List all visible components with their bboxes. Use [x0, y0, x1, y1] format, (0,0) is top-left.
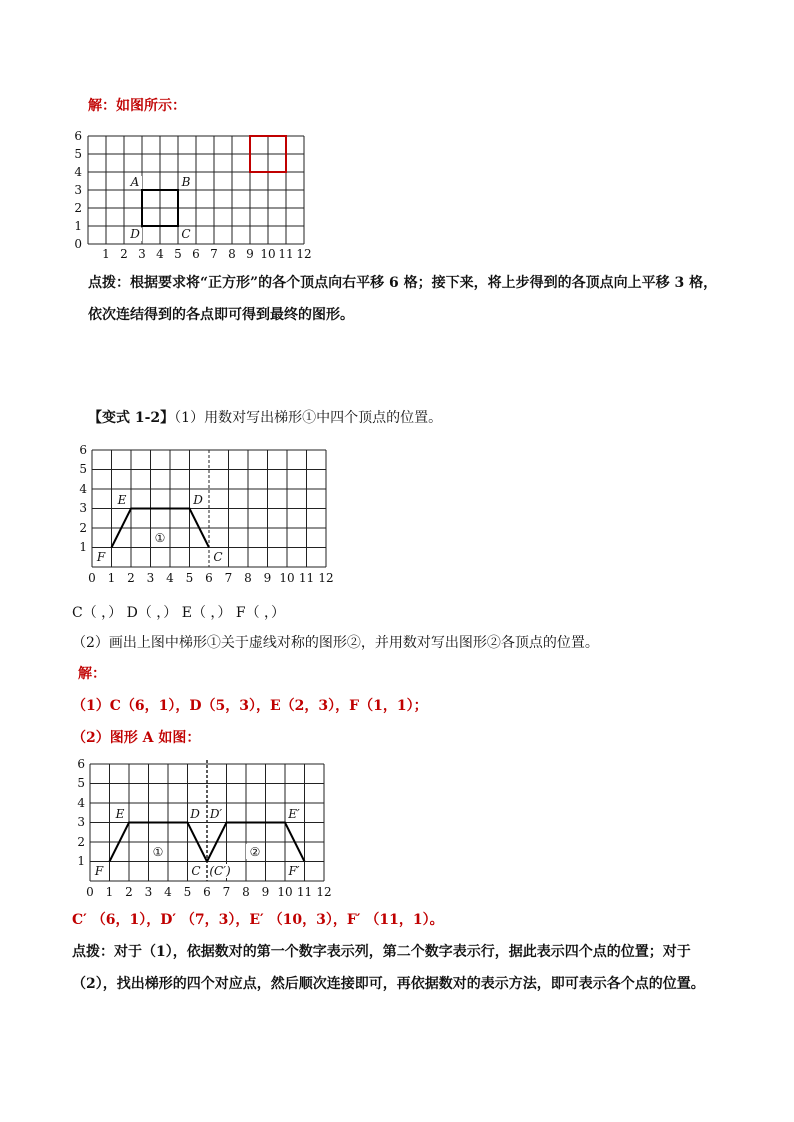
y-tick: 3 — [74, 183, 82, 197]
x-tick: 11 — [296, 885, 313, 899]
question-1: （1）用数对写出梯形①中四个顶点的位置。 — [174, 410, 443, 426]
y-tick: 4 — [77, 796, 85, 810]
x-tick: 4 — [164, 885, 172, 899]
x-tick: 9 — [263, 571, 272, 585]
hint-label-2: 点拨： — [72, 944, 114, 960]
x-tick: 1 — [105, 885, 114, 899]
exercise-heading — [88, 408, 442, 428]
x-tick: 8 — [244, 571, 252, 585]
y-tick: 3 — [77, 815, 85, 829]
x-tick: 7 — [224, 571, 233, 585]
point-label-f: F — [94, 864, 104, 878]
point-label-e: E — [115, 807, 125, 821]
y-tick: 3 — [79, 501, 87, 515]
exercise-title: 【变式 1-2】 — [88, 410, 175, 426]
x-tick: 12 — [296, 247, 312, 261]
x-tick: 12 — [316, 885, 332, 899]
x-tick: 3 — [144, 885, 153, 899]
x-tick: 6 — [203, 885, 211, 899]
x-tick: 2 — [125, 885, 133, 899]
x-tick: 1 — [107, 571, 116, 585]
x-tick: 10 — [279, 571, 295, 585]
point-label-c: C — [191, 864, 201, 878]
grid-lines-1 — [88, 136, 304, 244]
x-tick: 10 — [260, 247, 276, 261]
y-tick: 4 — [74, 165, 82, 179]
x-tick: 0 — [86, 885, 94, 899]
point-label-d: D — [130, 227, 140, 241]
y-tick: 1 — [79, 540, 87, 554]
x-tick: 0 — [88, 571, 96, 585]
solution-label-2: 解： — [78, 666, 106, 682]
point-label-e-prime: E′ — [288, 807, 300, 821]
grid-chart-3 — [70, 756, 345, 901]
y-tick: 5 — [79, 462, 87, 476]
x-tick: 9 — [246, 247, 254, 261]
x-tick: 7 — [210, 247, 218, 261]
y-tick: 5 — [77, 776, 85, 790]
question-2: （2）画出上图中梯形①关于虚线对称的图形②，并用数对写出图形②各顶点的位置。 — [72, 635, 599, 651]
x-tick: 9 — [261, 885, 270, 899]
x-tick: 6 — [205, 571, 213, 585]
x-tick: 5 — [183, 885, 192, 899]
point-label-b: B — [181, 175, 191, 189]
x-tick: 8 — [242, 885, 250, 899]
hint-text-1: 根据要求将“正方形”的各个顶点向右平移 6 格；接下来，将上步得到的各顶点向上平移 3 格，依次连结得到的各点即可得到最终的图形。 — [88, 275, 718, 323]
x-tick: 4 — [166, 571, 174, 585]
y-tick: 6 — [79, 443, 87, 457]
grid-chart-1 — [70, 128, 320, 263]
x-tick: 2 — [120, 247, 128, 261]
y-tick: 1 — [74, 219, 82, 233]
x-tick: 3 — [138, 247, 146, 261]
hint-1 — [88, 267, 728, 331]
x-tick: 12 — [318, 571, 334, 585]
x-tick: 8 — [228, 247, 236, 261]
hint-2 — [72, 936, 722, 1000]
point-label-c: C — [181, 227, 191, 241]
point-label-a: A — [130, 175, 140, 189]
y-tick: 4 — [79, 482, 87, 496]
y-tick: 5 — [74, 147, 82, 161]
shape-label-1: ① — [152, 845, 164, 859]
x-tick: 5 — [185, 571, 194, 585]
x-tick: 11 — [298, 571, 315, 585]
point-label-d-prime: D′ — [209, 807, 223, 821]
point-label-f: F — [96, 550, 106, 564]
y-tick: 2 — [74, 201, 82, 215]
point-label-c: C — [213, 550, 223, 564]
hint-text-2: 对于（1），依据数对的第一个数字表示列，第二个数字表示行，据此表示四个点的位置；对于（2），找出梯形的四个对应点，然后顺次连接即可，再依据数对的表示方法，即可表示各个点的位置。 — [72, 944, 705, 992]
solution-label-1: 解：如图所示： — [88, 98, 186, 114]
x-tick: 7 — [222, 885, 231, 899]
x-tick: 2 — [127, 571, 135, 585]
blanks-line: C（ ，） D（ ，） E（ ，） F（ ，） — [72, 605, 286, 621]
point-label-e: E — [117, 493, 127, 507]
y-tick: 1 — [77, 854, 85, 868]
x-tick: 5 — [174, 247, 182, 261]
grid-chart-2 — [72, 442, 347, 592]
hint-label-1: 点拨： — [88, 275, 130, 291]
point-label-d: D — [193, 493, 203, 507]
y-tick: 2 — [79, 521, 87, 535]
point-label-c-prime: (C′) — [209, 864, 231, 878]
shape-label-1: ① — [154, 531, 166, 545]
x-tick: 6 — [192, 247, 200, 261]
x-tick: 11 — [278, 247, 294, 261]
y-tick: 0 — [74, 237, 82, 251]
point-label-d: D — [190, 807, 200, 821]
x-tick: 4 — [156, 247, 164, 261]
x-tick: 1 — [102, 247, 110, 261]
point-label-f-prime: F′ — [288, 864, 300, 878]
x-tick: 10 — [277, 885, 293, 899]
y-tick: 2 — [77, 835, 85, 849]
y-tick: 6 — [77, 757, 85, 771]
y-tick: 6 — [74, 129, 82, 143]
answer-1: （1）C（6，1），D（5，3），E（2，3），F（1，1）； — [72, 698, 428, 714]
x-tick: 3 — [146, 571, 155, 585]
answer-2: （2）图形 A 如图： — [72, 730, 201, 746]
shape-label-2: ② — [249, 845, 261, 859]
answer-3: C′ （6，1），D′ （7，3），E′ （10，3），F′ （11，1）。 — [72, 912, 444, 928]
